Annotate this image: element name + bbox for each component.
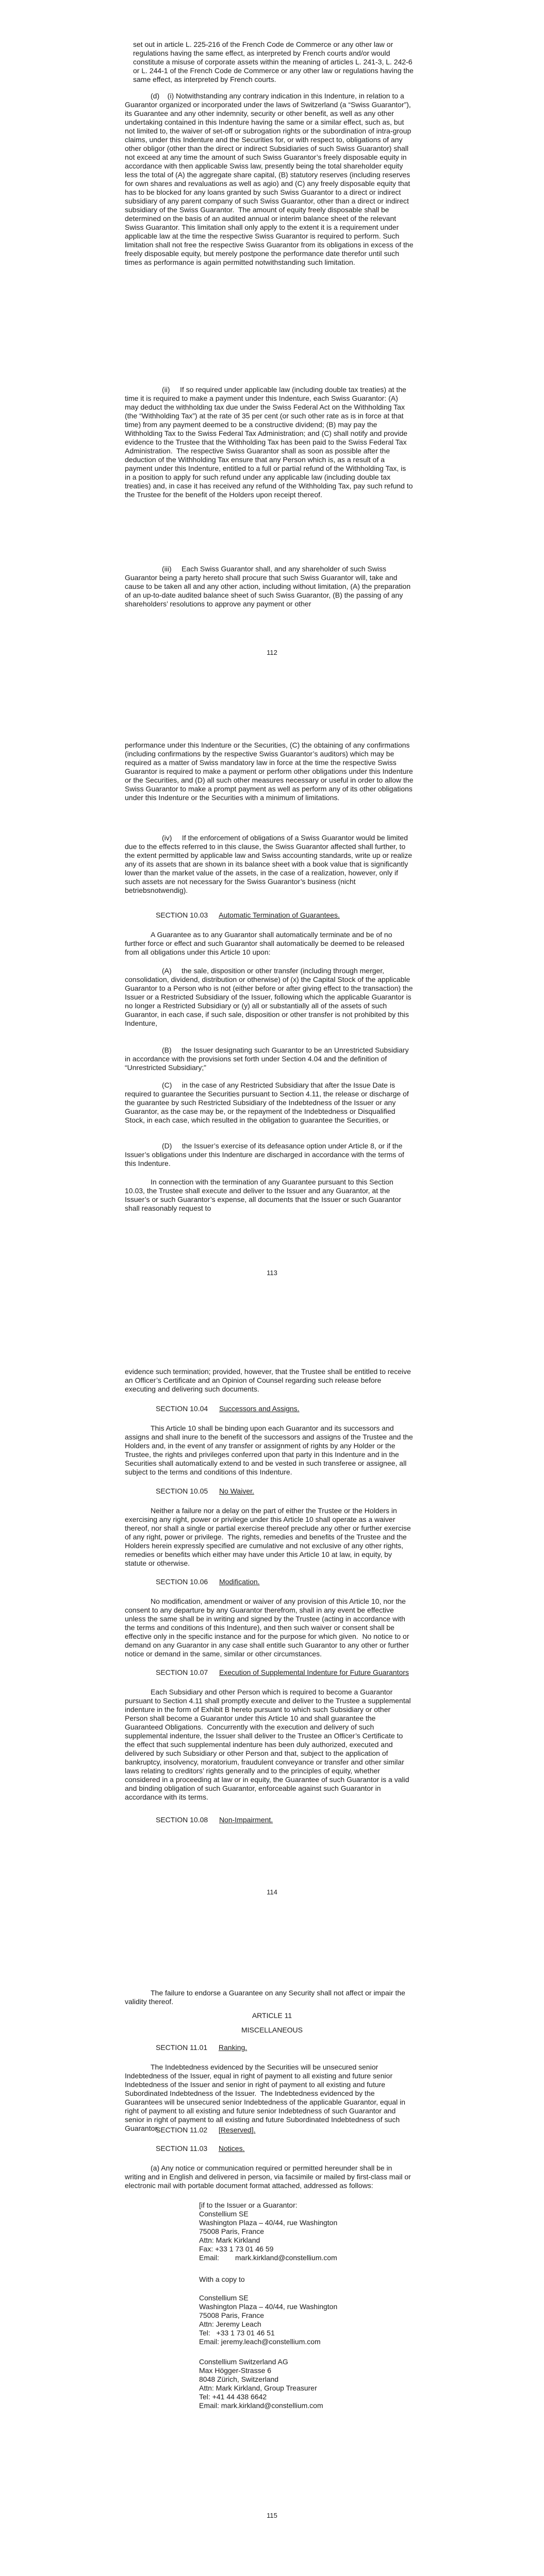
section-heading-10-04 <box>156 1404 300 1413</box>
address-line: Attn: Mark Kirkland, Group Treasurer <box>199 2384 317 2392</box>
section-number: SECTION 11.03 <box>156 2144 208 2153</box>
address-line: Washington Plaza – 40/44, rue Washington <box>199 2302 338 2311</box>
section-title: Automatic Termination of Guarantees. <box>219 911 340 919</box>
paragraph-withholding-tax: (ii) If so required under applicable law (including double tax treaties) at the time it is required to make a payment under this Indenture, each Swiss Guarantor: (A) may deduct the withholding tax due under the Swiss Federal Act on the Withholding Tax (the “Withholding Tax”) at the rate of 35 per cent (or such other rate as is in force at that time) from any payment deemed to be a constructive dividend; (B) may pay the Withholding Tax to the Swiss Federal Tax Administration; and (C) shall notify and provide evidence to the Trustee that the Withholding Tax has been paid to the Swiss Federal Tax Administration. The respective Swiss Guarantor shall as soon as possible after the deduction of the Withholding Tax ensure that any Person which is, as a result of a payment under this Indenture, entitled to a full or partial refund of the Withholding Tax, is in a position to apply for such refund under any applicable law (including double tax treaties) and, in case it has received any refund of the Withholding Tax, pay such refund to the Trustee for the benefit of the Holders upon receipt thereof. <box>125 385 413 499</box>
paragraph-no-waiver: Neither a failure nor a delay on the part of either the Trustee or the Holders in exercising any right, power or privilege under this Article 10 shall operate as a waiver thereof, nor shall a single or partial exercise thereof preclude any other or further exercise of any right, power or privilege. The rights, remedies and benefits of the Trustee and the Holders herein expressly specified are cumulative and not exclusive of any other rights, remedies or benefits which either may have under this Article 10 at law, in equity, by statute or otherwise. <box>125 1506 411 1567</box>
paragraph-modification: No modification, amendment or waiver of any provision of this Article 10, nor the consent to any departure by any Guarantor therefrom, shall in any event be effective unless the same shall be in writing and signed by the Trustee (acting in accordance with the terms and conditions of this Indenture), and then such waiver or consent shall be effective only in the specific instance and for the purpose for which given. No notice to or demand on any Guarantor in any case shall entitle such Guarantor to any other or further notice or demand in the same, similar or other circumstances. <box>125 1597 409 1658</box>
paragraph-automatic-termination: A Guarantee as to any Guarantor shall automatically terminate and be of no further force or effect and such Guarantor shall automatically be deemed to be released from all obligations under this Article 10 upon: <box>125 930 405 956</box>
section-number: SECTION 11.02 <box>156 2126 208 2134</box>
address-line: Email: jeremy.leach@constellium.com <box>199 2337 321 2346</box>
paragraph-swiss-guarantor-limitation: (d) (i) Notwithstanding any contrary indication in this Indenture, in relation to a Guarantor organized or incorporated under the laws of Switzerland (a “Swiss Guarantor”), its Guarantee and any other indemnity, security or other benefit, as well as any other undertaking contained in this Indenture having the same or a similar effect, such as, but not limited to, the waiver of set-off or subrogation rights or the subordination of intra-group claims, under this Indenture and the Securities for, or with respect to, obligations of any other obligor (other than the direct or indirect Subsidiaries of such Swiss Guarantor) shall not exceed at any time the amount of such Swiss Guarantor’s freely disposable equity in accordance with then applicable Swiss law, presently being the total shareholder equity less the total of (A) the aggregate share capital, (B) statutory reserves (including reserves for own shares and revaluations as well as agio) and (C) any freely disposable equity that has to be blocked for any loans granted by such Swiss Guarantor to a direct or indirect subsidiary of any parent company of such Swiss Guarantor, other than a direct or indirect subsidiary of the Swiss Guarantor. The amount of equity freely disposable shall be determined on the basis of an audited annual or interim balance sheet of the relevant Swiss Guarantor. This limitation shall only apply to the extent it is a requirement under applicable law at the time the respective Swiss Guarantor is required to perform. Such limitation shall not free the respective Swiss Guarantor from its obligations in excess of the freely disposable equity, but merely postpone the performance date therefor until such times as performance is again permitted notwithstanding such limitation. <box>125 92 414 266</box>
section-title: Notices. <box>218 2144 245 2153</box>
address-line: Email: mark.kirkland@constellium.com <box>199 2401 323 2410</box>
section-heading-10-03 <box>156 911 340 920</box>
section-title: Execution of Supplemental Indenture for Future Guarantors <box>219 1668 409 1676</box>
address-line: Tel: +33 1 73 01 46 51 <box>199 2329 275 2337</box>
clause-D: (D) the Issuer’s exercise of its defeasance option under Article 8, or if the Issuer’s obligations under this Indenture are discharged in accordance with the terms of this Indenture. <box>125 1142 404 1167</box>
paragraph-failure-to-endorse: The failure to endorse a Guarantee on any Security shall not affect or impair the validity thereof. <box>125 1989 405 2006</box>
section-heading-11-02 <box>156 2126 256 2134</box>
paragraph-notices: (a) Any notice or communication required or permitted hereunder shall be in writing and in English and delivered in person, via facsimile or mailed by first-class mail or electronic mail with portable document format attached, addressed as follows: <box>125 2164 411 2190</box>
address-line: Washington Plaza – 40/44, rue Washington <box>199 2218 338 2227</box>
address-line: 8048 Zürich, Switzerland <box>199 2375 279 2383</box>
clause-B: (B) the Issuer designating such Guarantor to be an Unrestricted Subsidiary in accordance with the provisions set forth under Section 4.04 and the definition of “Unrestricted Subsidiary;” <box>125 1046 409 1072</box>
paragraph-swiss-guarantor-actions: (iii) Each Swiss Guarantor shall, and any shareholder of such Swiss Guarantor being a party hereto shall procure that such Swiss Guarantor will, take and cause to be taken all and any other action, including without limitation, (A) the preparation of an up-to-date audited balance sheet of such Swiss Guarantor, (B) the passing of any shareholders’ resolutions to approve any payment or other <box>125 565 411 608</box>
paragraph-performance: performance under this Indenture or the Securities, (C) the obtaining of any confirmations (including confirmations by the respective Swiss Guarantor’s auditors) which may be required as a matter of Swiss mandatory law in force at the time the respective Swiss Guarantor is required to make a payment or perform other obligations under this Indenture or the Securities, and (D) all such other measures necessary or useful in order to allow the Swiss Guarantor to make a prompt payment as well as perform any of its other obligations under this Indenture or the Securities with a minimum of limitations. <box>125 741 414 802</box>
section-heading-10-05 <box>156 1487 254 1496</box>
section-number: SECTION 10.03 <box>156 911 208 919</box>
clause-C: (C) in the case of any Restricted Subsidiary that after the Issue Date is required to guarantee the Securities pursuant to Section 4.11, the release or discharge of the guarantee by such Restricted Subsidiary of the Indebtedness of the Issuer or any Guarantor, as the case may be, or the repayment of the Indebtedness or Disqualified Stock, in each case, which resulted in the obligation to guarantee the Securities, or <box>125 1081 409 1124</box>
address-line: Constellium SE <box>199 2294 249 2302</box>
paragraph-french-law: set out in article L. 225-216 of the French Code de Commerce or any other law or regulations having the same effect, as interpreted by French courts and/or would constitute a misuse of corporate assets within the meaning of articles L. 241-3, L. 242-6 or L. 244-1 of the French Code de Commerce or any other law or regulations having the same effect, as interpreted by French courts. <box>133 40 414 83</box>
section-title: Successors and Assigns. <box>219 1404 300 1413</box>
section-heading-11-01 <box>156 2043 247 2052</box>
section-heading-11-03 <box>156 2144 244 2153</box>
paragraph-supplemental-indenture: Each Subsidiary and other Person which is required to become a Guarantor pursuant to Section 4.11 shall promptly execute and deliver to the Trustee a supplemental indenture in the form of Exhibit B hereto pursuant to which such Subsidiary or other Person shall become a Guarantor under this Article 10 and shall guarantee the Guaranteed Obligations. Concurrently with the execution and delivery of such supplemental indenture, the Issuer shall deliver to the Trustee an Officer’s Certificate to the effect that such supplemental indenture has been duly authorized, executed and delivered by such Subsidiary or other Person and that, subject to the application of bankruptcy, insolvency, moratorium, fraudulent conveyance or transfer and other similar laws relating to creditors’ rights generally and to the principles of equity, whether considered in a proceeding at law or in equity, the Guarantee of such Guarantor is a valid and binding obligation of such Guarantor, enforceable against such Guarantor in accordance with its terms. <box>125 1688 411 1801</box>
section-heading-10-08 <box>156 1816 273 1824</box>
address-line: 75008 Paris, France <box>199 2311 265 2319</box>
paragraph-enforcement-limits: (iv) If the enforcement of obligations of a Swiss Guarantor would be limited due to the effects referred to in this clause, the Swiss Guarantor affected shall further, to the extent permitted by applicable law and Swiss accounting standards, write up or realize any of its assets that are shown in its balance sheet with a book value that is significantly lower than the market value of the assets, in the case of a realization, however, only if such assets are not necessary for the Swiss Guarantor’s business (nicht betriebsnotwendig). <box>125 834 413 894</box>
address-line: Email: mark.kirkland@constellium.com <box>199 2253 337 2262</box>
section-number: SECTION 11.01 <box>156 2043 208 2052</box>
address-line: Max Högger-Strasse 6 <box>199 2366 272 2375</box>
address-line: Constellium Switzerland AG <box>199 2358 288 2366</box>
address-line: Attn: Mark Kirkland <box>199 2236 260 2244</box>
paragraph-successors: This Article 10 shall be binding upon each Guarantor and its successors and assigns and shall inure to the benefit of the successors and assigns of the Trustee and the Holders and, in the event of any transfer or assignment of rights by any Holder or the Trustee, the rights and privileges conferred upon that party in this Indenture and in the Securities shall automatically extend to and be vested in such transferee or assignee, all subject to the terms and conditions of this Indenture. <box>125 1424 413 1476</box>
section-heading-10-06 <box>156 1578 260 1586</box>
article-heading: ARTICLE 11 <box>252 2011 292 2020</box>
address-line: 75008 Paris, France <box>199 2227 265 2235</box>
article-title: MISCELLANEOUS <box>241 2026 303 2034</box>
address-line: Constellium SE <box>199 2210 249 2218</box>
section-number: SECTION 10.08 <box>156 1816 208 1824</box>
paragraph-termination-documents: In connection with the termination of any Guarantee pursuant to this Section 10.03, the Trustee shall execute and deliver to the Issuer and any Guarantor, at the Issuer’s or such Guarantor’s expense, all documents that the Issuer or such Guarantor shall reasonably request to <box>125 1178 401 1212</box>
address-block-switzerland <box>199 2358 416 2410</box>
address-line: [if to the Issuer or a Guarantor: <box>199 2201 298 2209</box>
section-number: SECTION 10.05 <box>156 1487 208 1495</box>
section-title: Non-Impairment. <box>219 1816 273 1824</box>
section-title: Ranking. <box>218 2043 248 2052</box>
section-heading-10-07 <box>156 1668 409 1677</box>
section-title: Modification. <box>219 1578 260 1586</box>
paragraph-evidence-termination: evidence such termination; provided, however, that the Trustee shall be entitled to receive an Officer’s Certificate and an Opinion of Counsel regarding such release before executing and delivering such documents. <box>125 1367 411 1393</box>
page-number: 114 <box>267 1888 277 1896</box>
section-title: No Waiver. <box>219 1487 254 1495</box>
page-number: 112 <box>267 649 277 656</box>
address-line: Attn: Jeremy Leach <box>199 2320 261 2328</box>
address-block-copy <box>199 2294 416 2346</box>
section-number: SECTION 10.04 <box>156 1404 208 1413</box>
paragraph-ranking: The Indebtedness evidenced by the Securities will be unsecured senior Indebtedness of the Issuer, equal in right of payment to all existing and future senior Indebtedness of the Issuer and senior in right of payment to all existing and future Subordinated Indebtedness of the Issuer. The Indebtedness evidenced by the Guarantees will be unsecured senior Indebtedness of the applicable Guarantor, equal in right of payment to all existing and future senior Indebtedness of such Guarantor and senior in right of payment to all existing and future Subordinated Indebtedness of such Guarantor. <box>125 2063 406 2132</box>
page-number: 113 <box>267 1269 277 1277</box>
section-number: SECTION 10.07 <box>156 1668 208 1676</box>
address-line: Fax: +33 1 73 01 46 59 <box>199 2245 274 2253</box>
section-number: SECTION 10.06 <box>156 1578 208 1586</box>
address-line: Tel: +41 44 438 6642 <box>199 2393 267 2401</box>
address-block-issuer <box>199 2201 416 2262</box>
section-title: [Reserved]. <box>218 2126 256 2134</box>
with-copy-label: With a copy to <box>199 2275 245 2283</box>
clause-A: (A) the sale, disposition or other transfer (including through merger, consolidation, dividend, distribution or otherwise) of (x) the Capital Stock of the applicable Guarantor to a Person who is not (either before or after giving effect to the transaction) the Issuer or a Restricted Subsidiary of the Issuer, following which the applicable Guarantor is no longer a Restricted Subsidiary or (y) all or substantially all of the assets of such Guarantor, in each case, if such sale, disposition or other transfer is not prohibited by this Indenture, <box>125 967 413 1027</box>
page-number: 115 <box>267 2512 277 2519</box>
